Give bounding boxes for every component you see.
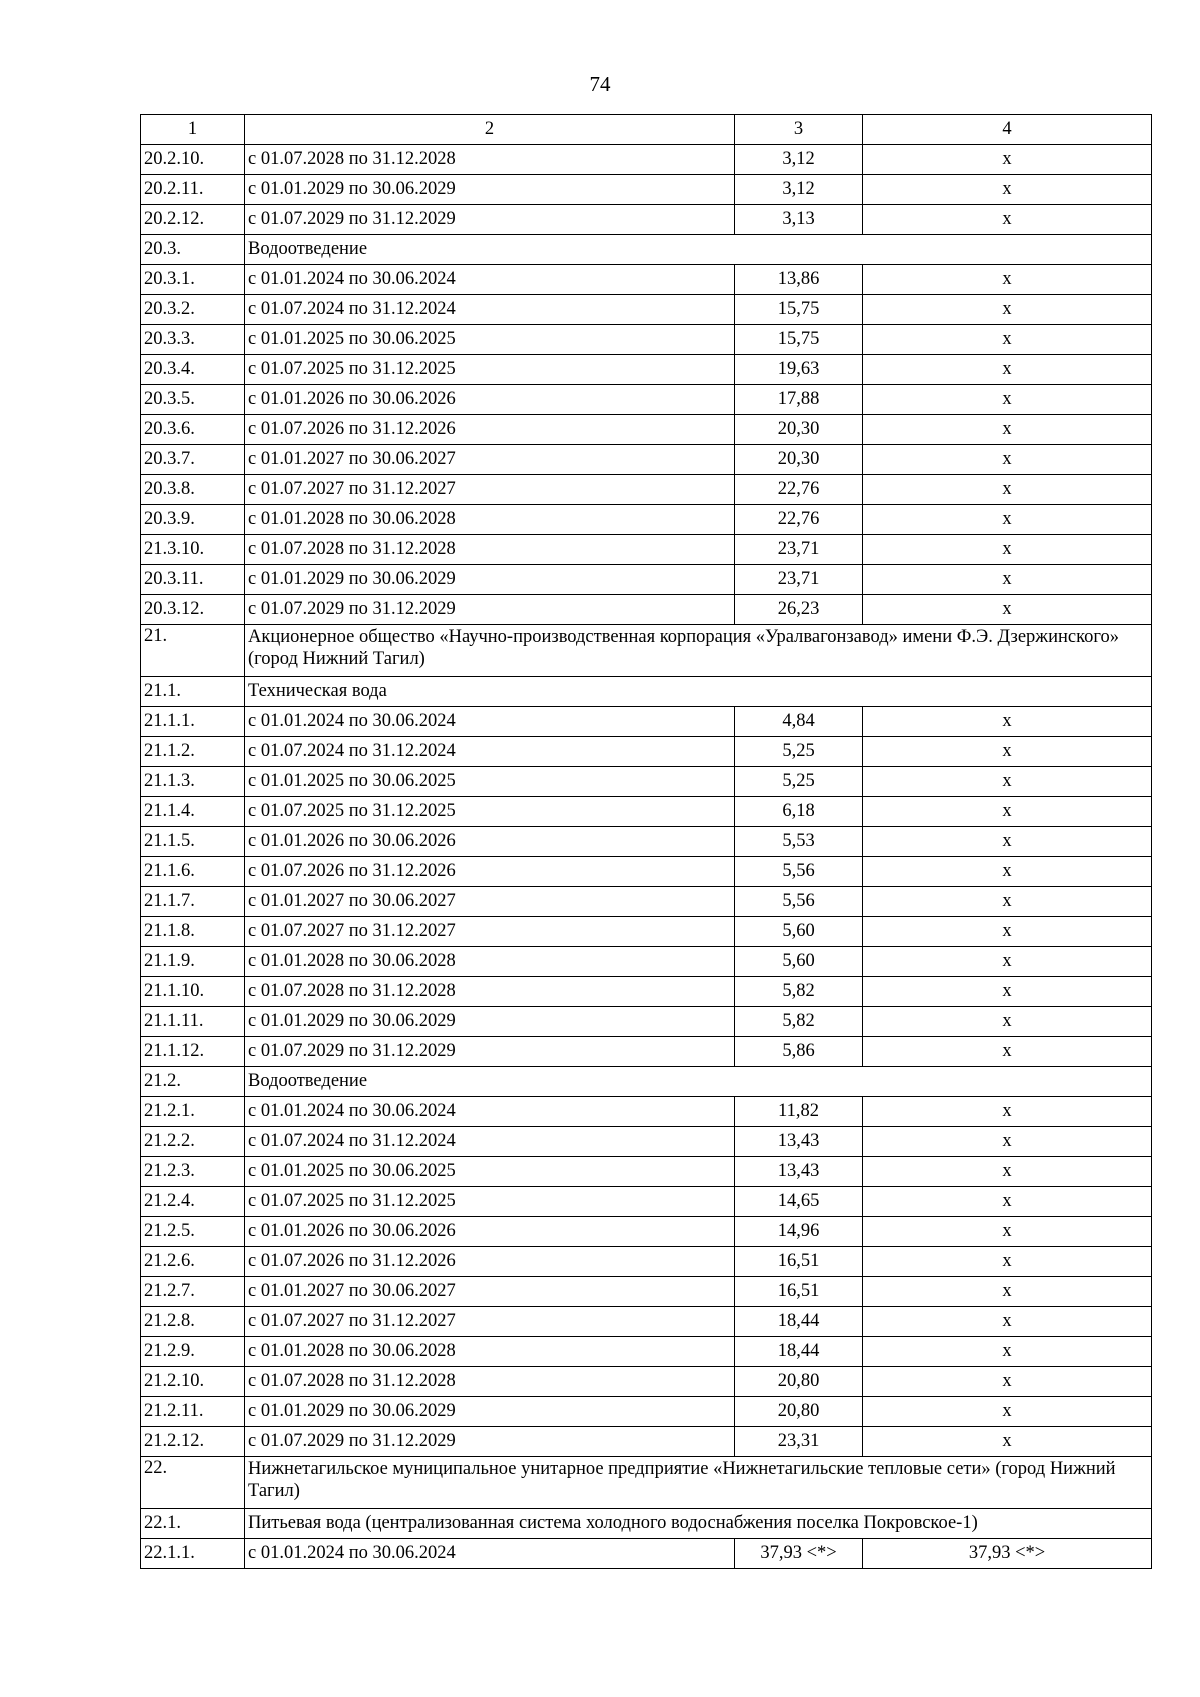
organization-name: Нижнетагильское муниципальное унитарное предприятие «Нижнетагильские тепловые сети» (город Нижний Тагил) [245, 1457, 1152, 1509]
period-cell: с 01.07.2024 по 31.12.2024 [245, 737, 735, 767]
table-row [141, 565, 1152, 595]
period-cell: с 01.01.2024 по 30.06.2024 [245, 707, 735, 737]
period-cell: с 01.01.2025 по 30.06.2025 [245, 1157, 735, 1187]
column-4-cell: х [863, 325, 1152, 355]
table-row [141, 1277, 1152, 1307]
value-cell: 19,63 [735, 355, 863, 385]
period-cell: с 01.01.2029 по 30.06.2029 [245, 565, 735, 595]
section-title: Водоотведение [245, 235, 1152, 265]
period-cell: с 01.07.2025 по 31.12.2025 [245, 797, 735, 827]
row-number: 22.1. [141, 1509, 245, 1539]
row-number: 21.2.6. [141, 1247, 245, 1277]
value-cell: 23,71 [735, 565, 863, 595]
table-row [141, 475, 1152, 505]
table-row [141, 505, 1152, 535]
table-row [141, 595, 1152, 625]
column-4-cell: х [863, 1427, 1152, 1457]
value-cell: 5,60 [735, 917, 863, 947]
table-row [141, 1367, 1152, 1397]
period-cell: с 01.01.2027 по 30.06.2027 [245, 445, 735, 475]
value-cell: 20,30 [735, 415, 863, 445]
period-cell: с 01.07.2024 по 31.12.2024 [245, 1127, 735, 1157]
value-cell: 13,86 [735, 265, 863, 295]
table-row [141, 175, 1152, 205]
column-4-cell: х [863, 1277, 1152, 1307]
table-row [141, 707, 1152, 737]
value-cell: 26,23 [735, 595, 863, 625]
column-4-cell: х [863, 947, 1152, 977]
period-cell: с 01.01.2025 по 30.06.2025 [245, 325, 735, 355]
column-4-cell: х [863, 385, 1152, 415]
value-cell: 5,82 [735, 1007, 863, 1037]
column-4-cell: х [863, 887, 1152, 917]
value-cell: 18,44 [735, 1337, 863, 1367]
column-4-cell: х [863, 1337, 1152, 1367]
column-4-cell: х [863, 565, 1152, 595]
value-cell: 14,65 [735, 1187, 863, 1217]
value-cell: 18,44 [735, 1307, 863, 1337]
row-number: 21.3.10. [141, 535, 245, 565]
row-number: 21.1.11. [141, 1007, 245, 1037]
row-number: 21.1.1. [141, 707, 245, 737]
row-number: 21.2. [141, 1067, 245, 1097]
column-4-cell: х [863, 1247, 1152, 1277]
column-4-cell: х [863, 1367, 1152, 1397]
row-number: 21.2.7. [141, 1277, 245, 1307]
table-row [141, 827, 1152, 857]
row-number: 21.1.9. [141, 947, 245, 977]
section-title: Питьевая вода (централизованная система холодного водоснабжения поселка Покровское-1) [245, 1509, 1152, 1539]
value-cell: 22,76 [735, 505, 863, 535]
row-number: 20.3.8. [141, 475, 245, 505]
table-body [141, 115, 1152, 1569]
value-cell: 13,43 [735, 1157, 863, 1187]
value-cell: 3,12 [735, 175, 863, 205]
row-number: 20.3.12. [141, 595, 245, 625]
table-row [141, 1307, 1152, 1337]
table-row [141, 977, 1152, 1007]
value-cell: 6,18 [735, 797, 863, 827]
column-4-cell: х [863, 295, 1152, 325]
row-number: 21. [141, 625, 245, 677]
column-4-cell: х [863, 475, 1152, 505]
column-4-cell: х [863, 1007, 1152, 1037]
row-number: 20.2.10. [141, 145, 245, 175]
value-cell: 14,96 [735, 1217, 863, 1247]
table-row [141, 1397, 1152, 1427]
value-cell: 37,93 <*> [735, 1539, 863, 1569]
value-cell: 3,12 [735, 145, 863, 175]
table-row [141, 1217, 1152, 1247]
period-cell: с 01.01.2029 по 30.06.2029 [245, 1007, 735, 1037]
period-cell: с 01.01.2026 по 30.06.2026 [245, 827, 735, 857]
column-4-cell: х [863, 1307, 1152, 1337]
table-row [141, 295, 1152, 325]
value-cell: 15,75 [735, 295, 863, 325]
column-header-1: 1 [141, 115, 245, 145]
table-row [141, 535, 1152, 565]
column-4-cell: х [863, 595, 1152, 625]
row-number: 21.2.11. [141, 1397, 245, 1427]
period-cell: с 01.07.2027 по 31.12.2027 [245, 1307, 735, 1337]
column-4-cell: х [863, 767, 1152, 797]
section-row [141, 1067, 1152, 1097]
value-cell: 17,88 [735, 385, 863, 415]
period-cell: с 01.07.2025 по 31.12.2025 [245, 355, 735, 385]
column-4-cell: х [863, 445, 1152, 475]
row-number: 21.1.12. [141, 1037, 245, 1067]
column-4-cell: х [863, 265, 1152, 295]
period-cell: с 01.07.2025 по 31.12.2025 [245, 1187, 735, 1217]
table-row [141, 917, 1152, 947]
value-cell: 15,75 [735, 325, 863, 355]
row-number: 20.3.3. [141, 325, 245, 355]
row-number: 20.3.11. [141, 565, 245, 595]
column-4-cell: 37,93 <*> [863, 1539, 1152, 1569]
period-cell: с 01.07.2028 по 31.12.2028 [245, 145, 735, 175]
value-cell: 16,51 [735, 1247, 863, 1277]
row-number: 20.3.1. [141, 265, 245, 295]
column-4-cell: х [863, 1127, 1152, 1157]
column-4-cell: х [863, 1097, 1152, 1127]
row-number: 21.1. [141, 677, 245, 707]
column-4-cell: х [863, 535, 1152, 565]
table-row [141, 1037, 1152, 1067]
value-cell: 3,13 [735, 205, 863, 235]
column-4-cell: х [863, 827, 1152, 857]
period-cell: с 01.07.2028 по 31.12.2028 [245, 1367, 735, 1397]
column-header-2: 2 [245, 115, 735, 145]
period-cell: с 01.07.2026 по 31.12.2026 [245, 857, 735, 887]
organization-row [141, 1457, 1152, 1509]
organization-name: Акционерное общество «Научно-производственная корпорация «Уралвагонзавод» имени Ф.Э. Дзержинского» (город Нижний Тагил) [245, 625, 1152, 677]
table-row [141, 1157, 1152, 1187]
table-row [141, 325, 1152, 355]
period-cell: с 01.01.2024 по 30.06.2024 [245, 1539, 735, 1569]
row-number: 21.2.5. [141, 1217, 245, 1247]
period-cell: с 01.07.2027 по 31.12.2027 [245, 917, 735, 947]
row-number: 20.3.9. [141, 505, 245, 535]
column-4-cell: х [863, 415, 1152, 445]
value-cell: 16,51 [735, 1277, 863, 1307]
period-cell: с 01.01.2024 по 30.06.2024 [245, 265, 735, 295]
column-4-cell: х [863, 505, 1152, 535]
section-row [141, 677, 1152, 707]
value-cell: 5,56 [735, 857, 863, 887]
table-row [141, 797, 1152, 827]
table-row [141, 265, 1152, 295]
value-cell: 5,60 [735, 947, 863, 977]
table-header-row [141, 115, 1152, 145]
row-number: 20.2.12. [141, 205, 245, 235]
value-cell: 5,25 [735, 767, 863, 797]
row-number: 21.1.2. [141, 737, 245, 767]
column-4-cell: х [863, 737, 1152, 767]
period-cell: с 01.07.2026 по 31.12.2026 [245, 415, 735, 445]
row-number: 20.3.2. [141, 295, 245, 325]
period-cell: с 01.01.2028 по 30.06.2028 [245, 1337, 735, 1367]
column-header-4: 4 [863, 115, 1152, 145]
period-cell: с 01.07.2029 по 31.12.2029 [245, 1037, 735, 1067]
page-number: 74 [589, 72, 611, 96]
period-cell: с 01.01.2028 по 30.06.2028 [245, 947, 735, 977]
value-cell: 13,43 [735, 1127, 863, 1157]
value-cell: 5,82 [735, 977, 863, 1007]
value-cell: 4,84 [735, 707, 863, 737]
row-number: 21.2.9. [141, 1337, 245, 1367]
period-cell: с 01.01.2029 по 30.06.2029 [245, 1397, 735, 1427]
value-cell: 5,53 [735, 827, 863, 857]
column-4-cell: х [863, 797, 1152, 827]
period-cell: с 01.07.2026 по 31.12.2026 [245, 1247, 735, 1277]
period-cell: с 01.01.2029 по 30.06.2029 [245, 175, 735, 205]
table-row [141, 355, 1152, 385]
row-number: 21.2.8. [141, 1307, 245, 1337]
period-cell: с 01.01.2027 по 30.06.2027 [245, 1277, 735, 1307]
value-cell: 11,82 [735, 1097, 863, 1127]
row-number: 20.3.5. [141, 385, 245, 415]
period-cell: с 01.01.2026 по 30.06.2026 [245, 385, 735, 415]
section-title: Водоотведение [245, 1067, 1152, 1097]
period-cell: с 01.01.2025 по 30.06.2025 [245, 767, 735, 797]
column-4-cell: х [863, 1397, 1152, 1427]
table-row [141, 385, 1152, 415]
value-cell: 20,80 [735, 1367, 863, 1397]
value-cell: 5,86 [735, 1037, 863, 1067]
row-number: 20.3.7. [141, 445, 245, 475]
value-cell: 5,25 [735, 737, 863, 767]
period-cell: с 01.07.2028 по 31.12.2028 [245, 535, 735, 565]
column-4-cell: х [863, 205, 1152, 235]
period-cell: с 01.07.2028 по 31.12.2028 [245, 977, 735, 1007]
table-row [141, 1427, 1152, 1457]
row-number: 22.1.1. [141, 1539, 245, 1569]
period-cell: с 01.01.2026 по 30.06.2026 [245, 1217, 735, 1247]
value-cell: 23,31 [735, 1427, 863, 1457]
table-row [141, 737, 1152, 767]
table-row [141, 145, 1152, 175]
period-cell: с 01.07.2024 по 31.12.2024 [245, 295, 735, 325]
column-4-cell: х [863, 1037, 1152, 1067]
row-number: 20.2.11. [141, 175, 245, 205]
row-number: 21.2.12. [141, 1427, 245, 1457]
column-4-cell: х [863, 917, 1152, 947]
section-title: Техническая вода [245, 677, 1152, 707]
table-row [141, 1127, 1152, 1157]
value-cell: 5,56 [735, 887, 863, 917]
period-cell: с 01.01.2028 по 30.06.2028 [245, 505, 735, 535]
table-row [141, 415, 1152, 445]
table-row [141, 1097, 1152, 1127]
tariff-table [140, 114, 1152, 1569]
value-cell: 23,71 [735, 535, 863, 565]
row-number: 21.2.10. [141, 1367, 245, 1397]
row-number: 21.1.6. [141, 857, 245, 887]
value-cell: 20,30 [735, 445, 863, 475]
table-row [141, 1007, 1152, 1037]
period-cell: с 01.07.2027 по 31.12.2027 [245, 475, 735, 505]
section-row [141, 1509, 1152, 1539]
organization-row [141, 625, 1152, 677]
value-cell: 20,80 [735, 1397, 863, 1427]
table-row [141, 1337, 1152, 1367]
row-number: 21.1.3. [141, 767, 245, 797]
row-number: 20.3.6. [141, 415, 245, 445]
column-header-3: 3 [735, 115, 863, 145]
column-4-cell: х [863, 707, 1152, 737]
row-number: 22. [141, 1457, 245, 1509]
table-row [141, 1187, 1152, 1217]
row-number: 21.2.2. [141, 1127, 245, 1157]
column-4-cell: х [863, 1187, 1152, 1217]
table-row [141, 205, 1152, 235]
column-4-cell: х [863, 1217, 1152, 1247]
period-cell: с 01.07.2029 по 31.12.2029 [245, 595, 735, 625]
row-number: 20.3.4. [141, 355, 245, 385]
row-number: 21.1.5. [141, 827, 245, 857]
table-row [141, 767, 1152, 797]
table-row [141, 1539, 1152, 1569]
row-number: 21.1.7. [141, 887, 245, 917]
column-4-cell: х [863, 175, 1152, 205]
row-number: 20.3. [141, 235, 245, 265]
row-number: 21.1.4. [141, 797, 245, 827]
table-row [141, 1247, 1152, 1277]
period-cell: с 01.01.2027 по 30.06.2027 [245, 887, 735, 917]
period-cell: с 01.07.2029 по 31.12.2029 [245, 1427, 735, 1457]
row-number: 21.1.10. [141, 977, 245, 1007]
column-4-cell: х [863, 1157, 1152, 1187]
column-4-cell: х [863, 355, 1152, 385]
table-row [141, 445, 1152, 475]
table-row [141, 857, 1152, 887]
row-number: 21.2.1. [141, 1097, 245, 1127]
table-row [141, 887, 1152, 917]
column-4-cell: х [863, 977, 1152, 1007]
row-number: 21.2.4. [141, 1187, 245, 1217]
section-row [141, 235, 1152, 265]
value-cell: 22,76 [735, 475, 863, 505]
period-cell: с 01.07.2029 по 31.12.2029 [245, 205, 735, 235]
column-4-cell: х [863, 857, 1152, 887]
column-4-cell: х [863, 145, 1152, 175]
table-row [141, 947, 1152, 977]
period-cell: с 01.01.2024 по 30.06.2024 [245, 1097, 735, 1127]
row-number: 21.2.3. [141, 1157, 245, 1187]
row-number: 21.1.8. [141, 917, 245, 947]
